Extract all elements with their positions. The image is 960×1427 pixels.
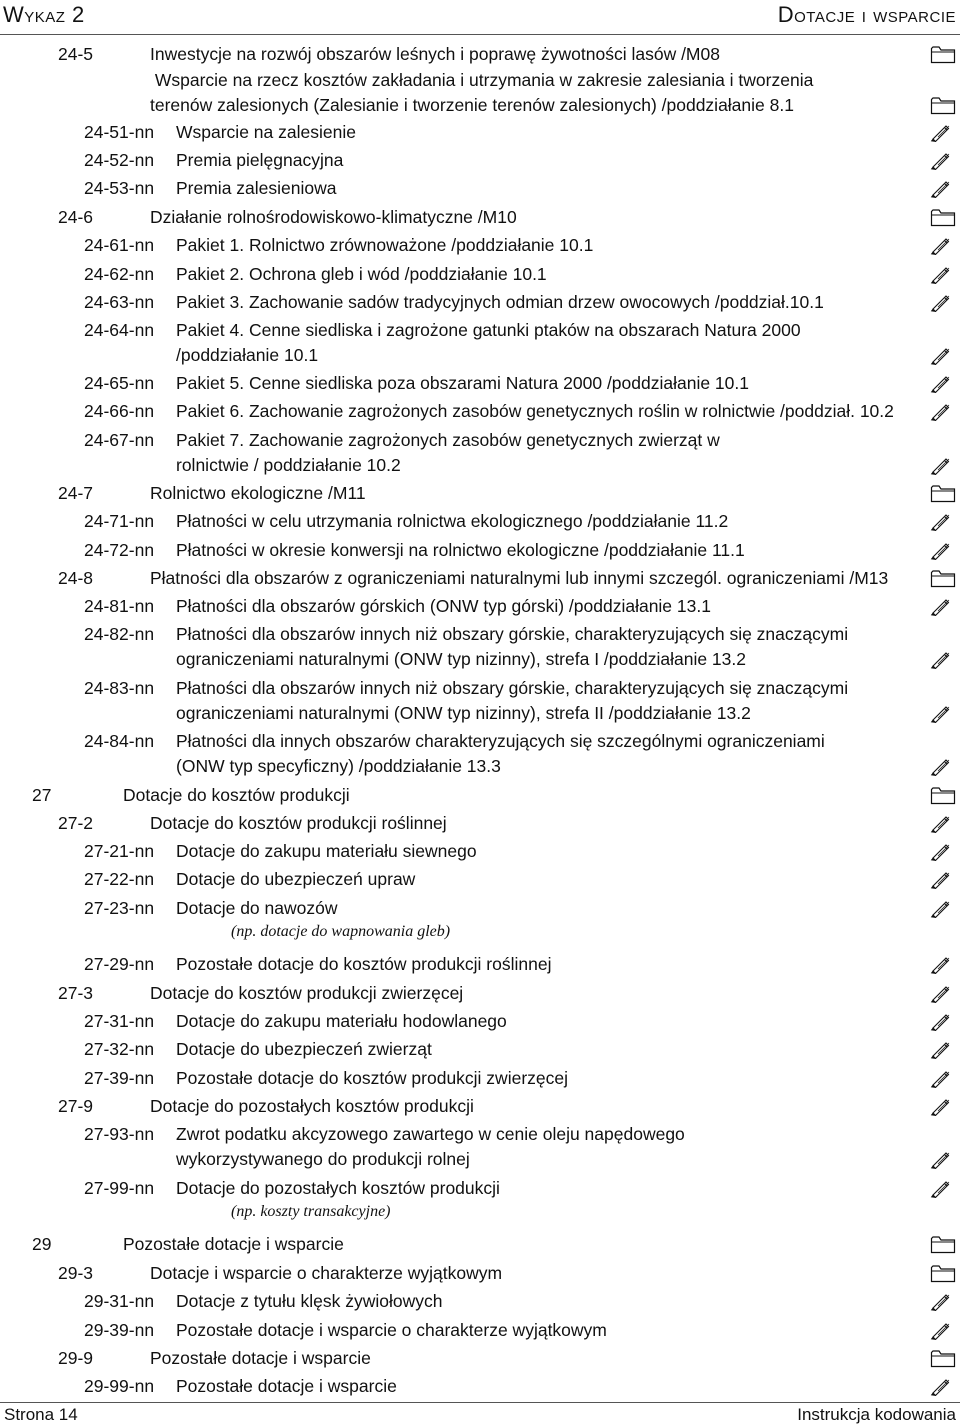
pencil-icon xyxy=(930,813,956,835)
item-code: 24-65-nn xyxy=(84,373,155,393)
item-label: Działanie rolnośrodowiskowo-klimatyczne /M10 xyxy=(150,207,517,227)
list-item xyxy=(0,566,960,591)
item-label: Płatności dla obszarów innych niż obszary górskie, charakteryzujących się znaczącymi xyxy=(176,678,849,698)
list-item xyxy=(0,1374,960,1399)
folder-icon xyxy=(930,785,956,807)
item-code: 27-31-nn xyxy=(84,1011,155,1031)
item-label: Wsparcie na rzecz kosztów zakładania i utrzymania w zakresie zalesiania i tworzenia xyxy=(150,70,814,90)
item-code: 24-7 xyxy=(58,483,94,503)
list-item xyxy=(0,867,960,892)
list-item xyxy=(0,68,960,118)
item-label: Pozostałe dotacje i wsparcie xyxy=(176,1376,397,1396)
item-code: 24-6 xyxy=(58,207,94,227)
item-label: Dotacje do kosztów produkcji xyxy=(123,785,350,805)
folder-icon xyxy=(930,44,956,66)
item-label: Płatności dla innych obszarów charakteryzujących się szczególnymi ograniczeniami xyxy=(176,731,825,751)
item-note: (np. dotacje do wapnowania gleb) xyxy=(231,923,451,940)
item-label: Pakiet 3. Zachowanie sadów tradycyjnych odmian drzew owocowych /poddział.10.1 xyxy=(176,292,824,312)
item-label: Dotacje do kosztów produkcji zwierzęcej xyxy=(150,983,464,1003)
header-title-left: Wykaz 2 xyxy=(3,2,85,27)
item-code: 27-93-nn xyxy=(84,1124,155,1144)
item-code: 24-63-nn xyxy=(84,292,155,312)
item-label: Płatności dla obszarów innych niż obszary górskie, charakteryzujących się znaczącymi xyxy=(176,624,849,644)
item-code: 24-5 xyxy=(58,44,94,64)
item-label: Pakiet 6. Zachowanie zagrożonych zasobów genetycznych roślin w rolnictwie /poddział. 10.2 xyxy=(176,401,894,421)
pencil-icon xyxy=(930,756,956,778)
item-code: 27-22-nn xyxy=(84,869,155,889)
item-label: Dotacje z tytułu klęsk żywiołowych xyxy=(176,1291,443,1311)
item-code: 27-99-nn xyxy=(84,1178,155,1198)
item-code: 24-61-nn xyxy=(84,235,155,255)
item-label: Pakiet 1. Rolnictwo zrównoważone /poddziałanie 10.1 xyxy=(176,235,594,255)
item-label: Dotacje do pozostałych kosztów produkcji xyxy=(176,1178,500,1198)
item-code: 27-23-nn xyxy=(84,898,155,918)
list-item xyxy=(0,1232,960,1257)
folder-icon xyxy=(930,568,956,590)
pencil-icon xyxy=(930,345,956,367)
list-item xyxy=(0,839,960,864)
pencil-icon xyxy=(930,401,956,423)
pencil-icon xyxy=(930,1291,956,1313)
item-code: 24-84-nn xyxy=(84,731,155,751)
item-label: Premia zalesieniowa xyxy=(176,178,337,198)
list-item xyxy=(0,622,960,672)
folder-icon xyxy=(930,1234,956,1256)
page-header xyxy=(0,0,960,35)
pencil-icon xyxy=(930,178,956,200)
item-code: 27-3 xyxy=(58,983,94,1003)
pencil-icon xyxy=(930,540,956,562)
item-code: 29-3 xyxy=(58,1263,94,1283)
pencil-icon xyxy=(930,649,956,671)
item-code: 24-71-nn xyxy=(84,511,155,531)
list-item xyxy=(0,676,960,726)
pencil-icon xyxy=(930,1149,956,1171)
item-code: 29-9 xyxy=(58,1348,94,1368)
item-label: rolnictwie / poddziałanie 10.2 xyxy=(176,455,401,475)
item-code: 27-21-nn xyxy=(84,841,155,861)
list-item xyxy=(0,952,960,977)
item-code: 24-53-nn xyxy=(84,178,155,198)
item-label: ograniczeniami naturalnymi (ONW typ nizinny), strefa II /poddziałanie 13.2 xyxy=(176,703,751,723)
list-item xyxy=(0,148,960,173)
folder-icon xyxy=(930,207,956,229)
item-code: 27-2 xyxy=(58,813,94,833)
item-label: Płatności dla obszarów z ograniczeniami naturalnymi lub innymi szczegól. ograniczeniami /M13 xyxy=(150,568,889,588)
item-label: Rolnictwo ekologiczne /M11 xyxy=(150,483,366,503)
list-item xyxy=(0,509,960,534)
item-code: 24-62-nn xyxy=(84,264,155,284)
list-item xyxy=(0,1037,960,1062)
item-label: Dotacje do kosztów produkcji roślinnej xyxy=(150,813,447,833)
list-item xyxy=(0,371,960,396)
item-label: Pakiet 2. Ochrona gleb i wód /poddziałanie 10.1 xyxy=(176,264,547,284)
item-label: Pozostałe dotacje do kosztów produkcji roślinnej xyxy=(176,954,552,974)
item-label: Dotacje do nawozów xyxy=(176,898,338,918)
item-label: ograniczeniami naturalnymi (ONW typ nizinny), strefa I /poddziałanie 13.2 xyxy=(176,649,746,669)
item-code: 29-31-nn xyxy=(84,1291,155,1311)
item-label: Płatności w celu utrzymania rolnictwa ekologicznego /poddziałanie 11.2 xyxy=(176,511,729,531)
item-label: Inwestycje na rozwój obszarów leśnych i poprawę żywotności lasów /M08 xyxy=(150,44,720,64)
pencil-icon xyxy=(930,511,956,533)
list-item xyxy=(0,538,960,563)
item-code: 24-67-nn xyxy=(84,430,155,450)
item-code: 24-72-nn xyxy=(84,540,155,560)
item-label: Pakiet 7. Zachowanie zagrożonych zasobów genetycznych zwierząt w xyxy=(176,430,720,450)
pencil-icon xyxy=(930,1039,956,1061)
pencil-icon xyxy=(930,455,956,477)
item-code: 27-32-nn xyxy=(84,1039,155,1059)
item-label: Pakiet 5. Cenne siedliska poza obszarami Natura 2000 /poddziałanie 10.1 xyxy=(176,373,749,393)
list-item xyxy=(0,1094,960,1119)
folder-icon xyxy=(930,1348,956,1370)
page-footer xyxy=(0,1402,960,1427)
item-label: Dotacje do ubezpieczeń zwierząt xyxy=(176,1039,432,1059)
item-code: 27-39-nn xyxy=(84,1068,155,1088)
item-label: wykorzystywanego do produkcji rolnej xyxy=(176,1149,470,1169)
list-item xyxy=(0,399,960,424)
item-label: Pakiet 4. Cenne siedliska i zagrożone gatunki ptaków na obszarach Natura 2000 xyxy=(176,320,801,340)
item-code: 24-83-nn xyxy=(84,678,155,698)
pencil-icon xyxy=(930,1011,956,1033)
item-label: Dotacje i wsparcie o charakterze wyjątkowym xyxy=(150,1263,503,1283)
pencil-icon xyxy=(930,373,956,395)
pencil-icon xyxy=(930,954,956,976)
list-item xyxy=(0,1261,960,1286)
list-item xyxy=(0,594,960,619)
item-code: 24-66-nn xyxy=(84,401,155,421)
list-item xyxy=(0,1122,960,1172)
pencil-icon xyxy=(930,983,956,1005)
item-label: Płatności dla obszarów górskich (ONW typ górski) /poddziałanie 13.1 xyxy=(176,596,711,616)
page-number: Strona 14 xyxy=(4,1405,78,1424)
document-name: Instrukcja kodowania xyxy=(797,1405,956,1424)
list-item xyxy=(0,1066,960,1091)
item-note: (np. koszty transakcyjne) xyxy=(231,1203,391,1220)
list-item xyxy=(0,176,960,201)
list-item xyxy=(0,262,960,287)
pencil-icon xyxy=(930,292,956,314)
list-item xyxy=(0,42,960,67)
list-item xyxy=(0,811,960,836)
pencil-icon xyxy=(930,596,956,618)
list-item xyxy=(0,1009,960,1034)
pencil-icon xyxy=(930,898,956,920)
item-label: Pozostałe dotacje i wsparcie xyxy=(123,1234,344,1254)
pencil-icon xyxy=(930,235,956,257)
item-label: Pozostałe dotacje i wsparcie xyxy=(150,1348,371,1368)
item-label: Wsparcie na zalesienie xyxy=(176,122,356,142)
item-label: Pozostałe dotacje do kosztów produkcji zwierzęcej xyxy=(176,1068,568,1088)
item-code: 24-81-nn xyxy=(84,596,155,616)
item-label: Premia pielęgnacyjna xyxy=(176,150,344,170)
folder-icon xyxy=(930,483,956,505)
item-label: Płatności w okresie konwersji na rolnictwo ekologiczne /poddziałanie 11.1 xyxy=(176,540,745,560)
item-code: 27-29-nn xyxy=(84,954,155,974)
pencil-icon xyxy=(930,1096,956,1118)
item-label: Dotacje do zakupu materiału siewnego xyxy=(176,841,477,861)
list-item xyxy=(0,318,960,368)
item-label: Pozostałe dotacje i wsparcie o charakterze wyjątkowym xyxy=(176,1320,607,1340)
item-label: Zwrot podatku akcyzowego zawartego w cenie oleju napędowego xyxy=(176,1124,685,1144)
pencil-icon xyxy=(930,1068,956,1090)
pencil-icon xyxy=(930,1376,956,1398)
folder-icon xyxy=(930,95,956,117)
pencil-icon xyxy=(930,122,956,144)
item-code: 29-99-nn xyxy=(84,1376,155,1396)
pencil-icon xyxy=(930,150,956,172)
item-code: 29-39-nn xyxy=(84,1320,155,1340)
list-item xyxy=(0,1289,960,1314)
list-item xyxy=(0,233,960,258)
list-item xyxy=(0,1318,960,1343)
pencil-icon xyxy=(930,1178,956,1200)
list-item xyxy=(0,896,960,940)
list-item xyxy=(0,729,960,779)
item-code: 27-9 xyxy=(58,1096,94,1116)
list-item xyxy=(0,290,960,315)
item-label: (ONW typ specyficzny) /poddziałanie 13.3 xyxy=(176,756,501,776)
item-label: /poddziałanie 10.1 xyxy=(176,345,319,365)
header-title-right: Dotacje i wsparcie xyxy=(777,2,956,27)
item-label: terenów zalesionych (Zalesianie i tworzenie terenów zalesionych) /poddziałanie 8.1 xyxy=(150,95,794,115)
list-item xyxy=(0,1346,960,1371)
pencil-icon xyxy=(930,703,956,725)
list-item xyxy=(0,1176,960,1220)
pencil-icon xyxy=(930,1320,956,1342)
pencil-icon xyxy=(930,264,956,286)
folder-icon xyxy=(930,1263,956,1285)
list-item xyxy=(0,783,960,808)
item-code: 24-8 xyxy=(58,568,94,588)
list-item xyxy=(0,481,960,506)
item-label: Dotacje do ubezpieczeń upraw xyxy=(176,869,416,889)
item-code: 24-82-nn xyxy=(84,624,155,644)
item-label: Dotacje do zakupu materiału hodowlanego xyxy=(176,1011,507,1031)
item-code: 29 xyxy=(32,1234,52,1254)
list-item xyxy=(0,981,960,1006)
item-code: 24-51-nn xyxy=(84,122,155,142)
item-code: 24-52-nn xyxy=(84,150,155,170)
item-code: 27 xyxy=(32,785,52,805)
list-item xyxy=(0,428,960,478)
pencil-icon xyxy=(930,869,956,891)
list-item xyxy=(0,205,960,230)
list-item xyxy=(0,120,960,145)
pencil-icon xyxy=(930,841,956,863)
item-code: 24-64-nn xyxy=(84,320,155,340)
item-label: Dotacje do pozostałych kosztów produkcji xyxy=(150,1096,474,1116)
